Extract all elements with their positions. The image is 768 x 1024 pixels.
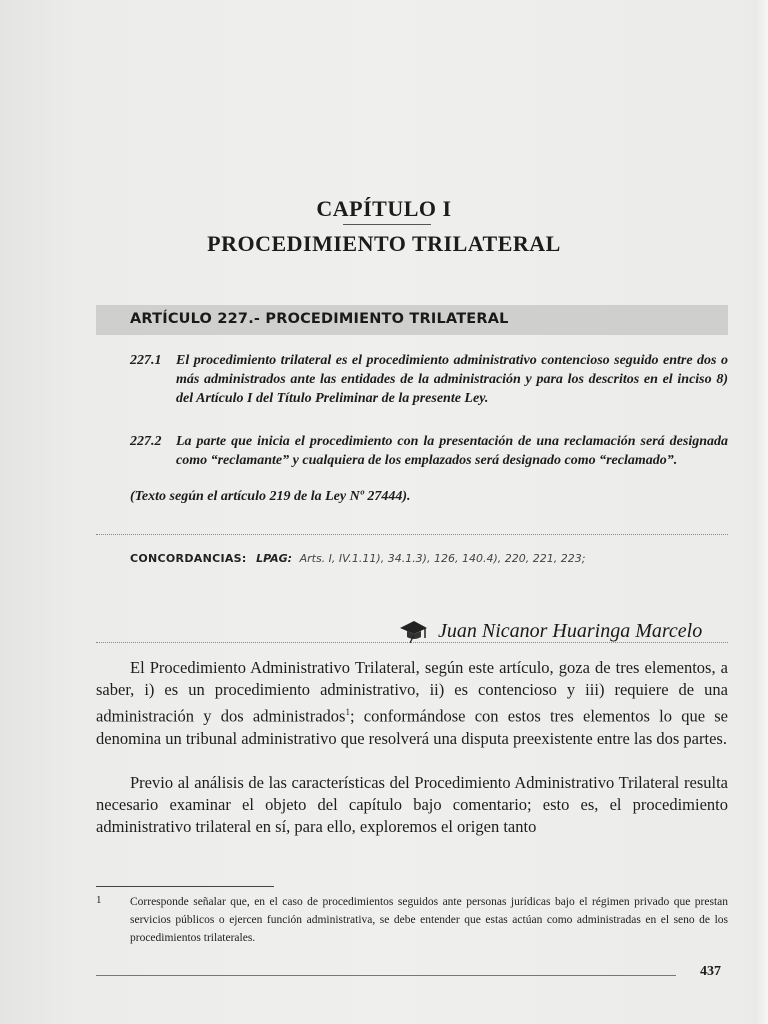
body-paragraph [96, 657, 728, 750]
concordancias-refs: Arts. I, IV.1.11), 34.1.3), 126, 140.4), 220, 221, 223; [299, 552, 586, 565]
concordancias-line [130, 552, 585, 565]
divider [96, 534, 728, 535]
body-text-part: El Procedimiento Administrativo Trilateral, según este artículo, goza de tres elementos, a saber, i) es un procedimiento administrativo, ii) es contencioso y iii) requiere de una administración y dos administrados [96, 658, 728, 726]
footnote-text: Corresponde señalar que, en el caso de procedimientos seguidos ante personas jurídicas bajo el régimen privado que prestan servicios públicos o ejercen función administrativa, se debe entender que estas actúan como administradas en el seno de los procedimientos trilaterales. [130, 896, 728, 944]
page-edge [754, 0, 768, 1024]
paragraph-number: 227.2 [130, 434, 162, 449]
paragraph-text: El procedimiento trilateral es el procedimiento administrativo contencioso seguido entre dos o más administrados ante las entidades de la administración y para los descritos en el inciso 8) del Artículo I del Título Preliminar de la presente Ley. [176, 353, 728, 406]
divider [96, 642, 728, 643]
page-number: 437 [700, 964, 721, 979]
paragraph-text: La parte que inicia el procedimiento con la presentación de una reclamación será designada como “reclamante” y cualquiera de los emplazados será designado como “reclamado”. [176, 434, 728, 468]
body-paragraph: Previo al análisis de las características del Procedimiento Administrativo Trilateral resulta necesario examinar el objeto del capítulo bajo comentario; esto es, el procedimiento administrativo trilateral en sí, para ello, exploremos el origen tanto [96, 773, 728, 836]
article-heading: ARTÍCULO 227.- PROCEDIMIENTO TRILATERAL [130, 311, 509, 327]
footer-rule [96, 975, 676, 976]
footnote-rule [96, 886, 274, 887]
graduation-cap-icon [398, 618, 428, 644]
footnote-reference[interactable]: 1 [345, 707, 350, 717]
footnote-number: 1 [96, 894, 102, 906]
concordancias-label: CONCORDANCIAS: [130, 552, 247, 565]
chapter-title: PROCEDIMIENTO TRILATERAL [207, 231, 561, 256]
chapter-label: CAPÍTULO I [316, 196, 452, 221]
paragraph-number: 227.1 [130, 353, 162, 368]
author-name: Juan Nicanor Huaringa Marcelo [438, 619, 703, 642]
source-note: (Texto según el artículo 219 de la Ley Nº 27444). [130, 489, 411, 504]
body-text-part: ; conformándose con estos tres elementos lo que se denomina un tribunal administrativo que resolverá una disputa preexistente entre las dos partes. [96, 706, 728, 748]
concordancias-law: LPAG: [256, 552, 293, 565]
chapter-underline [343, 224, 431, 225]
